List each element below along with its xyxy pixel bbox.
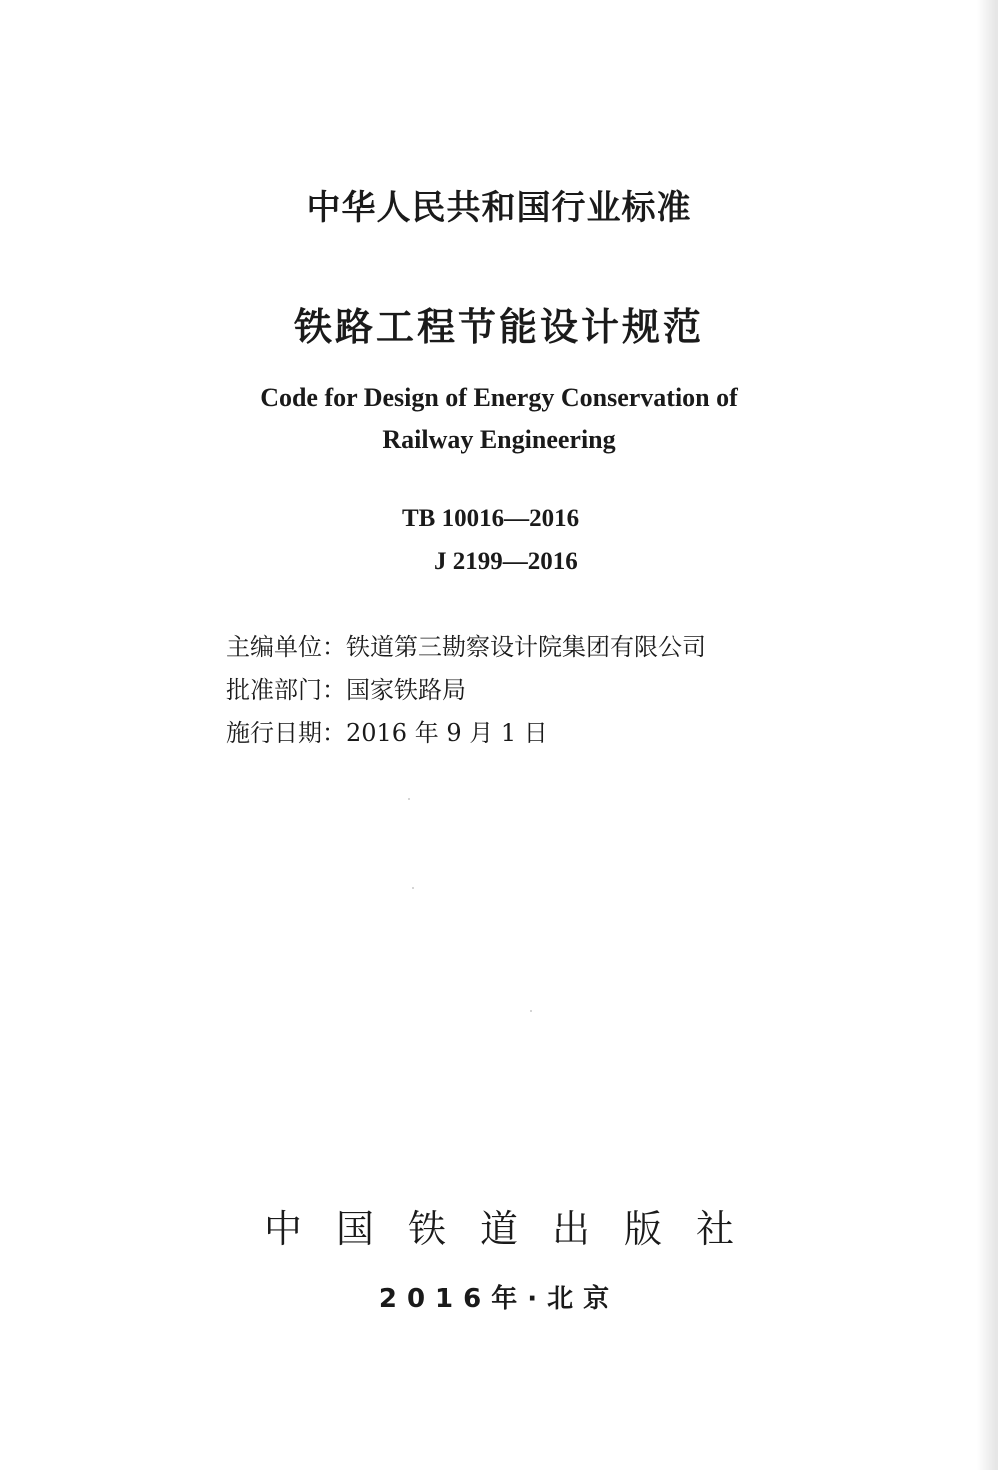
publication-date-place: 2016年·北京 [378,1284,620,1314]
effective-date-value: 2016 年 9 月 1 日 [346,719,548,747]
document-meta-block [226,626,706,755]
j-standard-code: J 2199—2016 [434,548,578,575]
chief-editor-line: 主编单位：铁道第三勘察设计院集团有限公司 [226,633,706,661]
tb-standard-code: TB 10016—2016 [402,505,580,532]
scan-speck [530,1010,532,1012]
effective-date-line [226,712,706,755]
scan-speck [408,798,410,800]
publisher-name: 中国铁道出版社 [263,1207,768,1251]
document-title-chinese: 铁路工程节能设计规范 [293,305,704,349]
effective-date-label: 施行日期： [226,719,346,747]
document-title-english [0,377,998,461]
industry-standard-heading: 中华人民共和国行业标准 [306,188,692,228]
scan-speck [412,887,414,889]
approval-department-line: 批准部门：国家铁路局 [226,676,466,704]
english-title-line-1: Code for Design of Energy Conservation of [260,383,738,412]
english-title-line-2: Railway Engineering [382,425,616,454]
